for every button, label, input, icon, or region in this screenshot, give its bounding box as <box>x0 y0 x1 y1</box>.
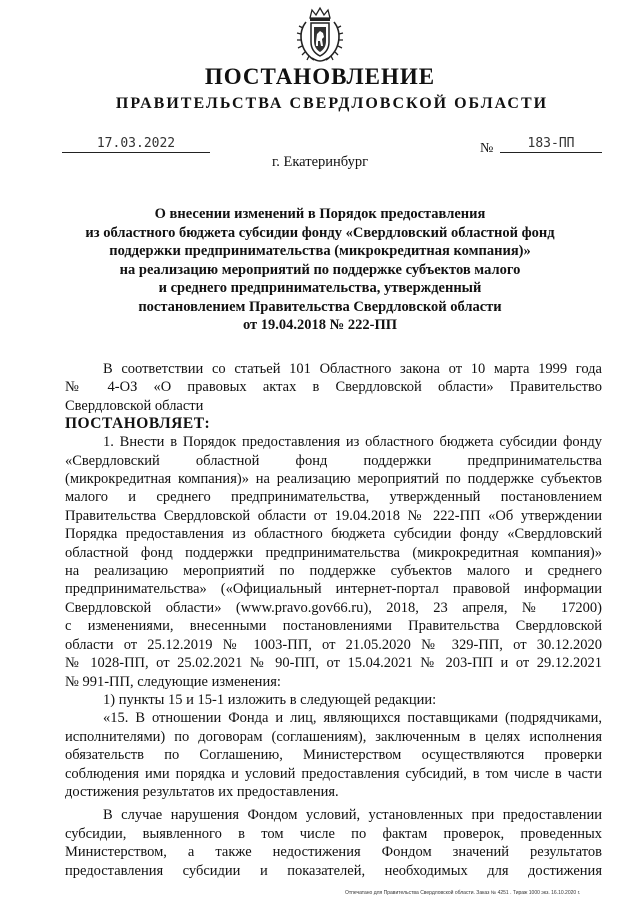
print-note: Отпечатано для Правительства Свердловской области. Заказ № 4251 . Тираж 1000 экз. 16.10.2020 г. <box>345 890 581 896</box>
heading-line: из областного бюджета субсидии фонду «Свердловский областной фонд <box>85 224 555 241</box>
document-issuer: ПРАВИТЕЛЬСТВА СВЕРДЛОВСКОЙ ОБЛАСТИ <box>115 95 549 112</box>
heading-line: постановлением Правительства Свердловской области <box>138 298 502 315</box>
body-line: Порядка предоставления из областного бюджета субсидии фонду «Свердловский <box>65 526 602 543</box>
document-body <box>65 360 602 880</box>
body-line: предоставления субсидии и показателей, необходимых для достижения <box>65 862 602 879</box>
body-line: обязательств по Соглашению, Министерством осуществляются проверки <box>65 747 602 764</box>
document-heading <box>60 205 580 335</box>
body-line: соблюдения ими порядка и условий предоставления субсидий, в том числе в части <box>65 765 602 782</box>
document-title: ПОСТАНОВЛЕНИЕ <box>204 64 436 89</box>
body-line: области от 25.12.2019 № 1003-ПП, от 21.05.2020 № 329-ПП, от 30.12.2020 <box>65 636 602 653</box>
body-line: исполнителями) по договорам (соглашениям), заключенным в целях исполнения <box>65 728 602 745</box>
heading-line: О внесении изменений в Порядок предоставления <box>154 206 486 222</box>
body-line: «15. В отношении Фонда и лиц, являющихся поставщиками (подрядчиками, <box>103 710 602 727</box>
heading-line: поддержки предпринимательства (микрокредитная компания)» <box>109 243 531 259</box>
coat-of-arms-icon <box>296 6 344 64</box>
body-line: субсидии, выявленного в том числе по фактам проверок, проведенных <box>65 825 602 842</box>
document-city: г. Екатеринбург <box>271 154 369 170</box>
body-line: № 1028-ПП, от 25.02.2021 № 90-ПП, от 15.04.2021 № 203-ПП и от 29.12.2021 <box>65 655 602 672</box>
body-line: Правительства Свердловской области от 19.04.2018 № 222-ПП «Об утверждении <box>65 507 602 524</box>
heading-line: и среднего предпринимательства, утвержденный <box>158 280 482 296</box>
body-line: 1. Внести в Порядок предоставления из областного бюджета субсидии фонду <box>103 434 602 451</box>
body-line: Министерством, а также недостижения Фондом значений результатов <box>65 844 602 861</box>
body-line: (микрокредитная компания)» на реализацию мероприятий по поддержке субъектов <box>65 471 602 488</box>
body-line: на реализацию мероприятий по поддержке субъектов малого и среднего <box>65 563 602 580</box>
body-line: № 991-ПП, следующие изменения: <box>65 673 281 690</box>
heading-line: от 19.04.2018 № 222-ПП <box>242 317 397 333</box>
document-number: 183-ПП <box>500 136 602 153</box>
body-line: с изменениями, внесенными постановлениями Правительства Свердловской <box>65 618 602 635</box>
body-line: В случае нарушения Фондом условий, установленных при предоставлении <box>103 807 602 824</box>
number-sign: № <box>480 141 494 156</box>
body-line: «Свердловский областной фонд поддержки предпринимательства <box>65 452 602 469</box>
heading-line: на реализацию мероприятий по поддержке субъектов малого <box>119 261 521 278</box>
body-line: Свердловской области» (www.pravo.gov66.ru), 2018, 23 апреля, № 17200) <box>65 599 602 616</box>
decree-word: ПОСТАНОВЛЯЕТ: <box>65 415 211 433</box>
body-line: малого и среднего предпринимательства, утвержденный постановлением <box>65 489 602 506</box>
body-line: В соответствии со статьей 101 Областного закона от 10 марта 1999 года <box>103 361 602 377</box>
body-line: 1) пункты 15 и 15-1 изложить в следующей редакции: <box>103 691 437 708</box>
body-line: предпринимательства» («Официальный интернет-портал правовой информации <box>65 581 602 598</box>
body-line: областной фонд поддержки предпринимательства (микрокредитная компания)» <box>65 544 602 561</box>
body-line: Свердловской области <box>65 397 204 414</box>
body-line: № 4-ОЗ «О правовых актах в Свердловской области» Правительство <box>65 379 602 396</box>
body-line: достижения результатов их предоставления. <box>65 783 339 800</box>
document-date: 17.03.2022 <box>62 136 210 153</box>
